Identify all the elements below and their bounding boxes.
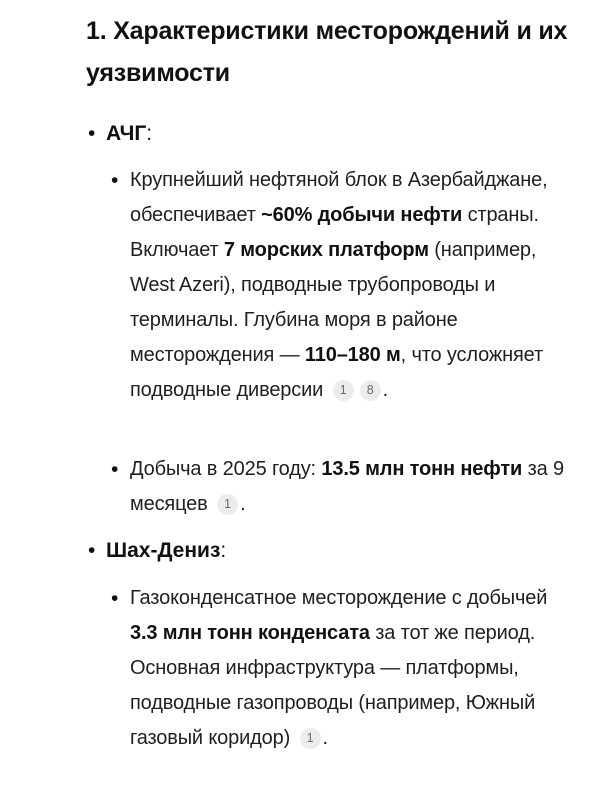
section-colon: : (146, 122, 153, 145)
text-run: . (240, 493, 246, 515)
text-run: (например, West Azeri), подводные трубопроводы и терминалы. Глубина моря в районе месторождения — (130, 239, 537, 366)
text-run: за тот же период. Основная инфраструктура — платформы, подводные газопроводы (например, Южный газовый коридор) (130, 622, 536, 749)
bullet-dot: • (111, 587, 119, 610)
text-run: , что усложняет подводные диверсии (130, 344, 543, 401)
text-run: за 9 месяцев (130, 458, 564, 515)
bold-text: 7 морских платформ (223, 239, 429, 261)
citation-badge[interactable]: 8 (360, 380, 381, 401)
bullet-dot: • (88, 122, 96, 145)
bold-text: 3.3 млн тонн конденсата (130, 622, 370, 644)
bold-text: 13.5 млн тонн нефти (321, 458, 523, 480)
section-label-shah-deniz (106, 536, 226, 566)
list-item-achg-production (130, 452, 570, 522)
list-item-shah-deniz-description (130, 581, 570, 756)
citation-badge[interactable]: 1 (333, 380, 354, 401)
bullet-dot: • (111, 169, 119, 192)
text-run: Газоконденсатное месторождение с добычей (130, 587, 548, 609)
bold-text: ~60% добычи нефти (261, 204, 463, 226)
section-colon: : (220, 539, 227, 562)
citation-badge[interactable]: 1 (300, 728, 321, 749)
citation-badge[interactable]: 1 (217, 494, 238, 515)
section-name: Шах-Дениз (106, 539, 221, 562)
text-run: Добыча в 2025 году: (130, 458, 322, 480)
text-run: страны. Включает (130, 204, 539, 261)
section-heading: 1. Характеристики месторождений и их уязвимости (86, 17, 568, 87)
bullet-dot: • (111, 458, 119, 481)
text-run: . (382, 379, 389, 401)
section-name: АЧГ (106, 122, 147, 145)
text-run: Крупнейший нефтяной блок в Азербайджане, обеспечивает (130, 169, 548, 226)
list-item-achg-description (130, 163, 570, 408)
text-run: . (322, 727, 328, 749)
bold-text: 110–180 м (304, 344, 401, 366)
bullet-dot: • (88, 539, 96, 562)
section-label-achg (106, 119, 152, 149)
